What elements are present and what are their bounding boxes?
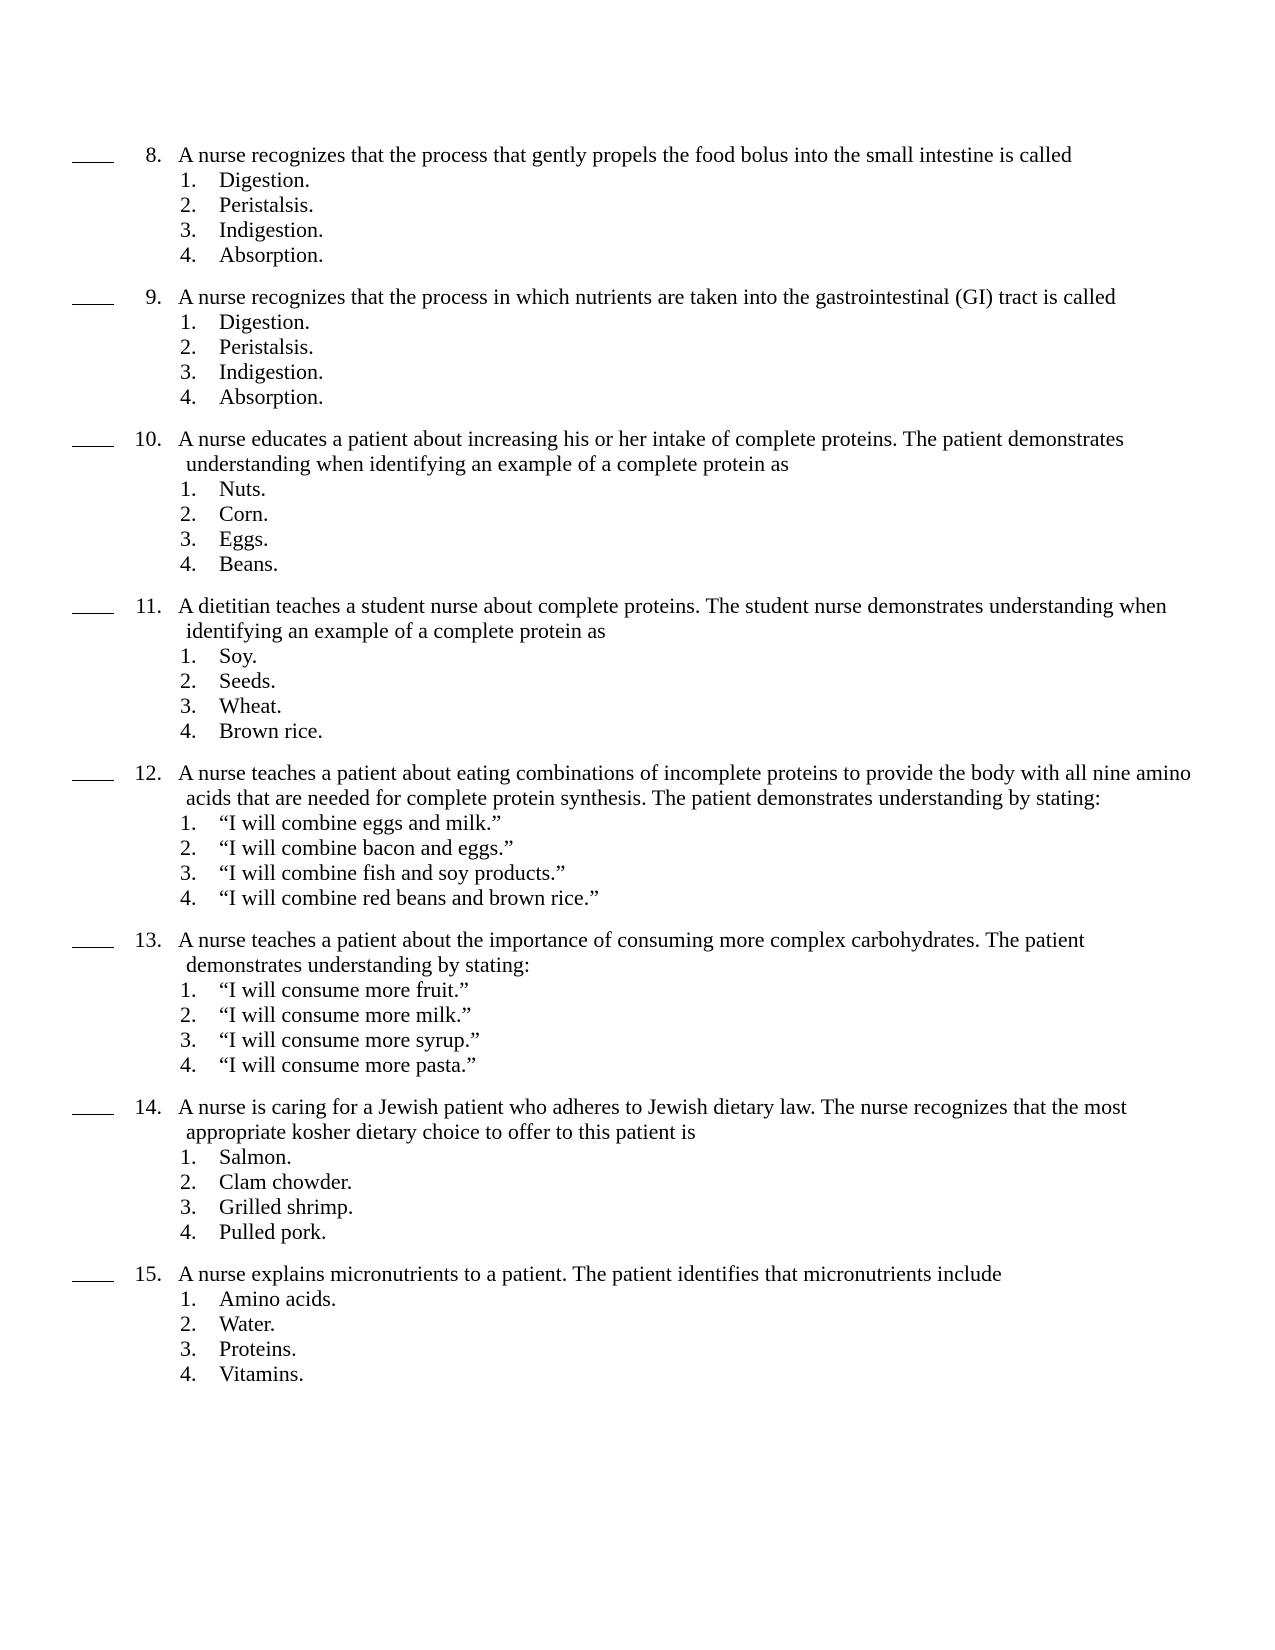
option-text: Proteins. — [219, 1336, 297, 1361]
option-text: Indigestion. — [219, 217, 324, 242]
option-text: “I will combine eggs and milk.” — [219, 810, 502, 835]
question-text: A nurse teaches a patient about the importance of consuming more complex carbohydrates. The patient demonstrates understanding by stating: — [178, 927, 1085, 977]
answer-option — [0, 1169, 1275, 1194]
answer-options — [0, 810, 1275, 910]
answer-option — [0, 1219, 1275, 1244]
answer-option — [0, 501, 1275, 526]
question-stem — [0, 1261, 1275, 1286]
answer-option — [0, 668, 1275, 693]
answer-option — [0, 384, 1275, 409]
answer-option — [0, 1002, 1275, 1027]
option-text: Seeds. — [219, 668, 276, 693]
question-stem — [0, 760, 1275, 810]
option-text: “I will combine fish and soy products.” — [219, 860, 566, 885]
question-14 — [0, 1094, 1275, 1244]
question-number: 15. — [134, 1261, 162, 1286]
option-text: Soy. — [219, 643, 258, 668]
option-text: Eggs. — [219, 526, 269, 551]
answer-option — [0, 1336, 1275, 1361]
question-number: 14. — [134, 1094, 162, 1119]
answer-option — [0, 217, 1275, 242]
option-number: 1. — [180, 167, 197, 192]
answer-options — [0, 167, 1275, 267]
option-text: “I will consume more syrup.” — [219, 1027, 480, 1052]
question-number: 12. — [134, 760, 162, 785]
option-text: Nuts. — [219, 476, 267, 501]
option-text: Indigestion. — [219, 359, 324, 384]
question-stem — [0, 142, 1275, 167]
option-number: 3. — [180, 693, 197, 718]
question-9 — [0, 284, 1275, 409]
option-text: “I will consume more pasta.” — [219, 1052, 477, 1077]
option-number: 3. — [180, 526, 197, 551]
option-number: 4. — [180, 718, 197, 743]
answer-option — [0, 885, 1275, 910]
option-number: 4. — [180, 1219, 197, 1244]
option-text: Pulled pork. — [219, 1219, 327, 1244]
option-number: 4. — [180, 242, 197, 267]
answer-option — [0, 167, 1275, 192]
option-text: Wheat. — [219, 693, 282, 718]
option-number: 2. — [180, 1002, 197, 1027]
answer-option — [0, 334, 1275, 359]
answer-option — [0, 1144, 1275, 1169]
question-10 — [0, 426, 1275, 576]
option-text: Absorption. — [219, 242, 324, 267]
option-text: Digestion. — [219, 167, 311, 192]
question-12 — [0, 760, 1275, 910]
question-number: 11. — [135, 593, 162, 618]
option-number: 4. — [180, 384, 197, 409]
option-text: Absorption. — [219, 384, 324, 409]
answer-option — [0, 643, 1275, 668]
option-text: Water. — [219, 1311, 276, 1336]
option-number: 2. — [180, 334, 197, 359]
option-number: 4. — [180, 551, 197, 576]
option-number: 1. — [180, 810, 197, 835]
option-number: 1. — [180, 476, 197, 501]
answer-options — [0, 1286, 1275, 1386]
answer-options — [0, 977, 1275, 1077]
option-number: 2. — [180, 668, 197, 693]
option-number: 3. — [180, 860, 197, 885]
option-number: 1. — [180, 1286, 197, 1311]
question-number: 10. — [134, 426, 162, 451]
option-text: Amino acids. — [219, 1286, 337, 1311]
question-number: 8. — [145, 142, 162, 167]
option-text: Clam chowder. — [219, 1169, 353, 1194]
option-text: Peristalsis. — [219, 192, 314, 217]
question-text: A nurse explains micronutrients to a patient. The patient identifies that micronutrients include — [178, 1261, 1002, 1286]
option-text: Vitamins. — [219, 1361, 304, 1386]
question-text: A dietitian teaches a student nurse about complete proteins. The student nurse demonstrates understanding when identifying an example of a complete protein as — [178, 593, 1167, 643]
question-list — [0, 142, 1275, 1403]
answer-options — [0, 309, 1275, 409]
option-number: 1. — [180, 309, 197, 334]
question-text: A nurse teaches a patient about eating combinations of incomplete proteins to provide the body with all nine amino acids that are needed for complete protein synthesis. The patient demonstrates understanding by stating: — [178, 760, 1191, 810]
option-text: Beans. — [219, 551, 279, 576]
answer-option — [0, 835, 1275, 860]
option-number: 2. — [180, 1311, 197, 1336]
answer-blank[interactable] — [72, 1094, 114, 1115]
answer-option — [0, 718, 1275, 743]
answer-option — [0, 1286, 1275, 1311]
question-stem — [0, 593, 1275, 643]
question-11 — [0, 593, 1275, 743]
answer-options — [0, 643, 1275, 743]
option-text: Peristalsis. — [219, 334, 314, 359]
option-number: 4. — [180, 1361, 197, 1386]
answer-option — [0, 693, 1275, 718]
answer-option — [0, 1311, 1275, 1336]
option-text: Digestion. — [219, 309, 311, 334]
answer-blank[interactable] — [72, 284, 114, 305]
question-number: 13. — [134, 927, 162, 952]
answer-blank[interactable] — [72, 1261, 114, 1282]
question-text: A nurse recognizes that the process in which nutrients are taken into the gastrointestinal (GI) tract is called — [178, 284, 1116, 309]
question-13 — [0, 927, 1275, 1077]
answer-option — [0, 192, 1275, 217]
answer-option — [0, 1027, 1275, 1052]
option-number: 2. — [180, 501, 197, 526]
question-stem — [0, 927, 1275, 977]
answer-blank[interactable] — [72, 593, 114, 614]
answer-option — [0, 309, 1275, 334]
answer-blank[interactable] — [72, 426, 114, 447]
answer-blank[interactable] — [72, 927, 114, 948]
question-stem — [0, 426, 1275, 476]
answer-option — [0, 551, 1275, 576]
answer-blank[interactable] — [72, 142, 114, 163]
option-text: “I will consume more fruit.” — [219, 977, 469, 1002]
option-text: Grilled shrimp. — [219, 1194, 354, 1219]
question-stem — [0, 1094, 1275, 1144]
answer-option — [0, 1052, 1275, 1077]
question-text: A nurse educates a patient about increasing his or her intake of complete proteins. The patient demonstrates understanding when identifying an example of a complete protein as — [178, 426, 1124, 476]
option-text: Brown rice. — [219, 718, 323, 743]
option-number: 2. — [180, 1169, 197, 1194]
option-number: 1. — [180, 977, 197, 1002]
answer-option — [0, 860, 1275, 885]
option-number: 1. — [180, 1144, 197, 1169]
option-number: 2. — [180, 835, 197, 860]
question-text: A nurse is caring for a Jewish patient who adheres to Jewish dietary law. The nurse recognizes that the most appropriate kosher dietary choice to offer to this patient is — [178, 1094, 1127, 1144]
question-number: 9. — [145, 284, 162, 309]
option-text: Salmon. — [219, 1144, 292, 1169]
question-8 — [0, 142, 1275, 267]
question-stem — [0, 284, 1275, 309]
answer-options — [0, 1144, 1275, 1244]
option-number: 4. — [180, 885, 197, 910]
answer-option — [0, 359, 1275, 384]
answer-option — [0, 476, 1275, 501]
answer-option — [0, 242, 1275, 267]
answer-blank[interactable] — [72, 760, 114, 781]
option-number: 3. — [180, 359, 197, 384]
answer-option — [0, 1194, 1275, 1219]
option-text: Corn. — [219, 501, 269, 526]
answer-option — [0, 810, 1275, 835]
option-number: 3. — [180, 217, 197, 242]
question-text: A nurse recognizes that the process that gently propels the food bolus into the small intestine is called — [178, 142, 1072, 167]
option-number: 2. — [180, 192, 197, 217]
option-number: 1. — [180, 643, 197, 668]
option-text: “I will combine bacon and eggs.” — [219, 835, 514, 860]
option-text: “I will consume more milk.” — [219, 1002, 472, 1027]
answer-option — [0, 1361, 1275, 1386]
answer-options — [0, 476, 1275, 576]
question-15 — [0, 1261, 1275, 1386]
option-number: 4. — [180, 1052, 197, 1077]
answer-option — [0, 977, 1275, 1002]
option-text: “I will combine red beans and brown rice.” — [219, 885, 599, 910]
answer-option — [0, 526, 1275, 551]
option-number: 3. — [180, 1336, 197, 1361]
option-number: 3. — [180, 1194, 197, 1219]
option-number: 3. — [180, 1027, 197, 1052]
